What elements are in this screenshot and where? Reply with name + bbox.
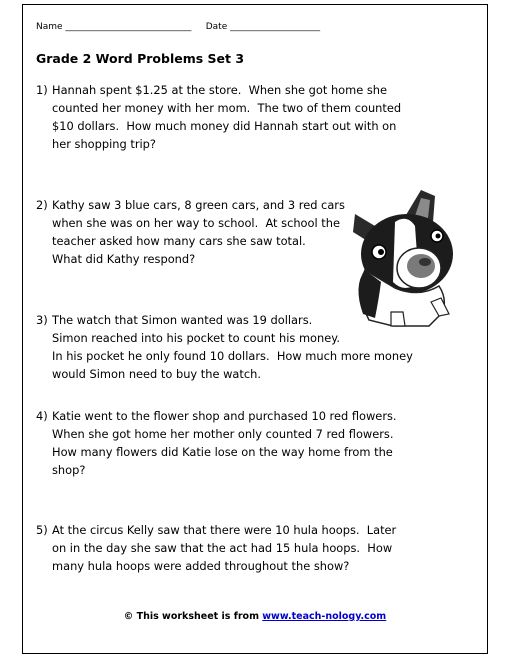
problem-line: How many flowers did Katie lose on the way home from the	[52, 445, 393, 459]
problem-number: 5)	[36, 523, 48, 537]
problem-line: counted her money with her mom. The two of them counted	[52, 101, 402, 115]
problem-line: In his pocket he only found 10 dollars. How much more money	[52, 349, 413, 363]
problem-line: her shopping trip?	[52, 137, 156, 151]
problem-line: Kathy saw 3 blue cars, 8 green cars, and 3 red cars	[52, 198, 345, 212]
worksheet-header	[36, 22, 320, 32]
footer-link[interactable]: www.teach-nology.com	[262, 611, 387, 622]
problem-line: What did Kathy respond?	[52, 252, 196, 266]
date-field-label: Date ____________________	[205, 22, 321, 32]
worksheet-title: Grade 2 Word Problems Set 3	[36, 51, 245, 66]
problem-line: Simon reached into his pocket to count his money.	[52, 331, 340, 345]
problem-line: would Simon need to buy the watch.	[52, 367, 261, 381]
footer-credit	[0, 611, 510, 622]
problem-5	[36, 521, 396, 575]
problem-1	[36, 81, 401, 153]
problem-number: 3)	[36, 313, 48, 327]
problem-line: many hula hoops were added throughout the show?	[52, 559, 350, 573]
problem-line: when she was on her way to school. At school the	[52, 216, 340, 230]
footer-prefix: © This worksheet is from	[123, 611, 263, 622]
problem-line: Katie went to the flower shop and purchased 10 red flowers.	[52, 409, 397, 423]
problem-line: At the circus Kelly saw that there were 10 hula hoops. Later	[52, 523, 397, 537]
problem-4	[36, 407, 397, 479]
problem-line: shop?	[52, 463, 86, 477]
name-field-label: Name ____________________________	[36, 22, 192, 32]
problem-number: 1)	[36, 83, 48, 97]
problem-number: 2)	[36, 198, 48, 212]
problem-line: When she got home her mother only counted 7 red flowers.	[52, 427, 394, 441]
problem-number: 4)	[36, 409, 48, 423]
problem-line: $10 dollars. How much money did Hannah start out with on	[52, 119, 397, 133]
problem-line: Hannah spent $1.25 at the store. When she got home she	[52, 83, 388, 97]
dog-icon	[335, 186, 455, 328]
problem-line: teacher asked how many cars she saw total.	[52, 234, 306, 248]
problem-line: on in the day she saw that the act had 15 hula hoops. How	[52, 541, 393, 555]
problem-line: The watch that Simon wanted was 19 dollars.	[52, 313, 313, 327]
problem-2	[36, 196, 345, 268]
